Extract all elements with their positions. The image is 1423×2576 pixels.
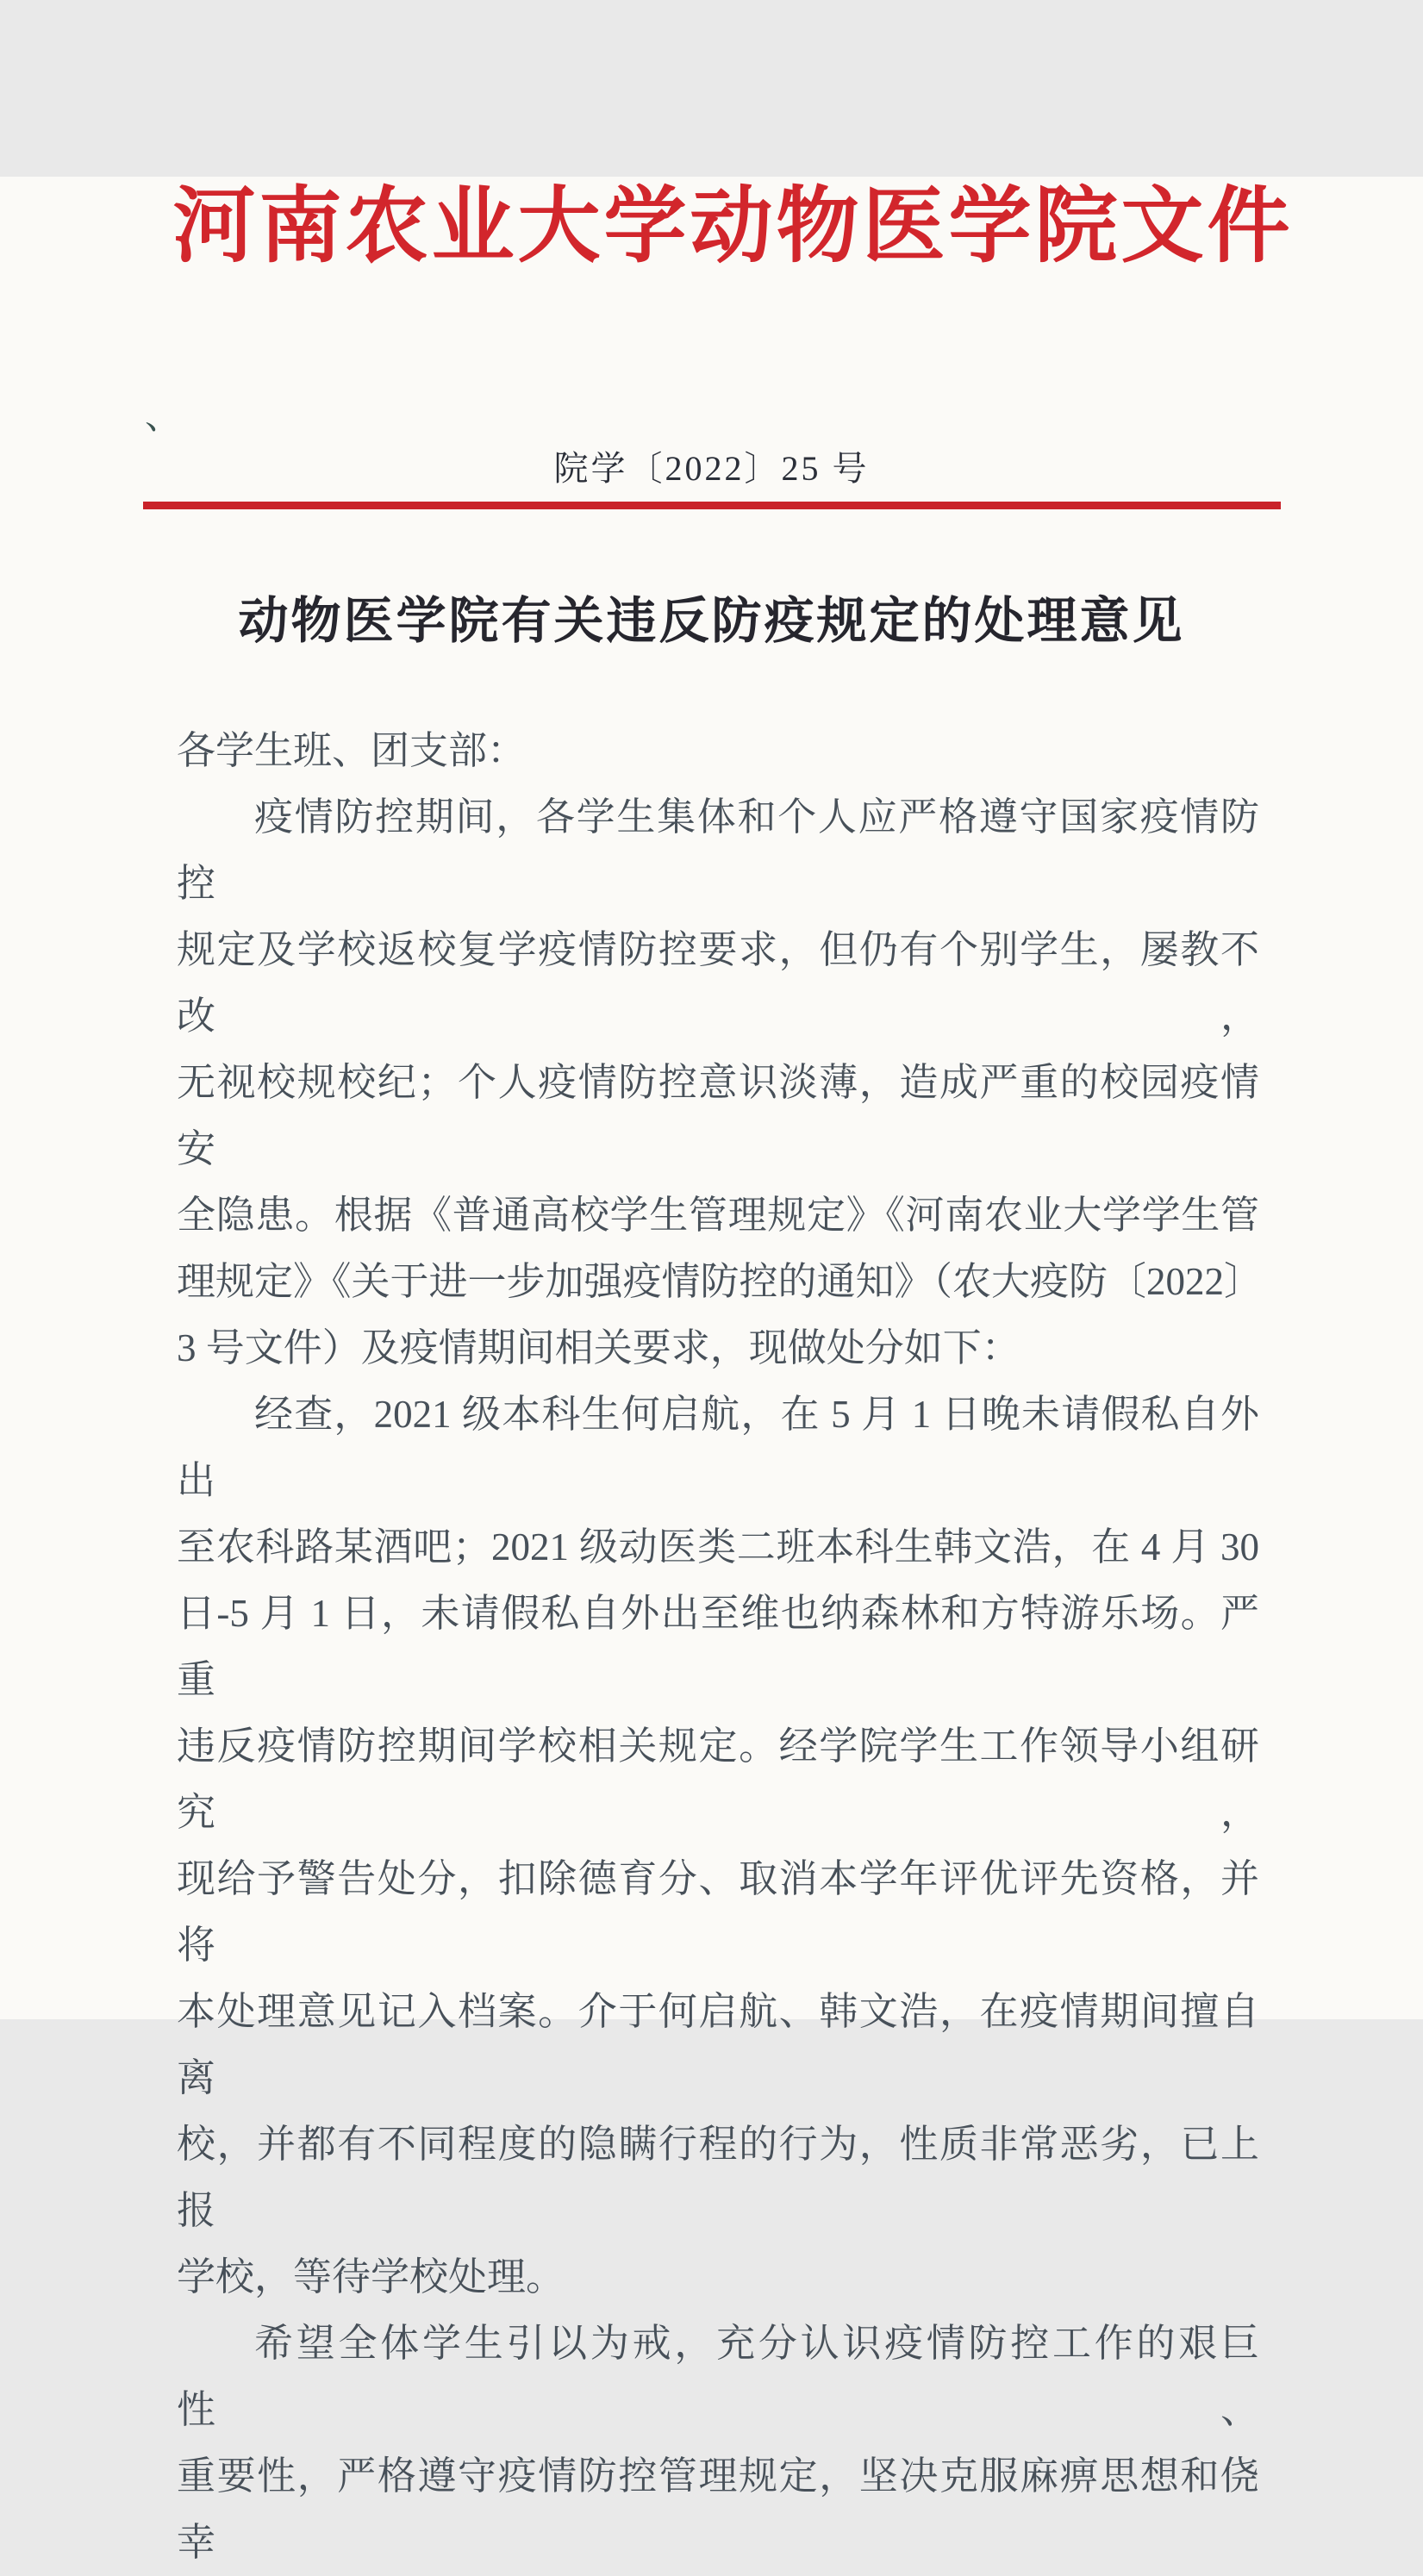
body-line: 违反疫情防控期间学校相关规定。经学院学生工作领导小组研究， <box>177 1725 1259 1834</box>
body-line: 全隐患。根据《普通高校学生管理规定》《河南农业大学学生管 <box>177 1194 1259 1237</box>
subject-title: 动物医学院有关违反防疫规定的处理意见 <box>238 593 1185 649</box>
salutation: 各学生班、团支部： <box>177 729 527 772</box>
body-line: 本处理意见记入档案。介于何启航、韩文浩，在疫情期间擅自离 <box>177 1990 1259 2099</box>
body-line: 疫情防控期间，各学生集体和个人应严格遵守国家疫情防控 <box>177 795 1259 905</box>
body-line: 希望全体学生引以为戒，充分认识疫情防控工作的艰巨性、 <box>177 2322 1259 2431</box>
body-line: 校，并都有不同程度的隐瞒行程的行为，性质非常恶劣，已上报 <box>177 2123 1259 2232</box>
body-paragraphs <box>177 784 1264 2576</box>
body-line: 至农科路某酒吧；2021 级动医类二班本科生韩文浩，在 4 月 30 <box>177 1525 1259 1569</box>
org-title: 河南农业大学动物医学院文件 <box>172 180 1294 272</box>
body-line: 经查，2021 级本科生何启航，在 5 月 1 日晚未请假私自外出 <box>177 1393 1259 1502</box>
body-line: 现给予警告处分，扣除德育分、取消本学年评优评先资格，并将 <box>177 1857 1259 1967</box>
body-line: 理规定》《关于进一步加强疫情防控的通知》（农大疫防〔2022〕 <box>177 1260 1264 1303</box>
body-line: 规定及学校返校复学疫情防控要求，但仍有个别学生，屡教不改， <box>177 928 1259 1038</box>
doc-number: 院学〔2022〕25 号 <box>553 449 870 488</box>
red-divider-rule <box>143 502 1281 509</box>
body-line: 无视校规校纪；个人疫情防控意识淡薄，造成严重的校园疫情安 <box>177 1061 1259 1170</box>
body-line: 3 号文件）及疫情期间相关要求，现做处分如下： <box>177 1326 1020 1369</box>
body-line: 学校，等待学校处理。 <box>177 2255 565 2298</box>
body-line: 重要性，严格遵守疫情防控管理规定，坚决克服麻痹思想和侥幸 <box>177 2454 1259 2564</box>
document-body <box>177 718 1264 2576</box>
body-line: 日-5 月 1 日，未请假私自外出至维也纳森林和方特游乐场。严重 <box>177 1592 1259 1701</box>
stray-ink-mark: 、 <box>145 397 182 437</box>
document-page <box>0 177 1423 2564</box>
